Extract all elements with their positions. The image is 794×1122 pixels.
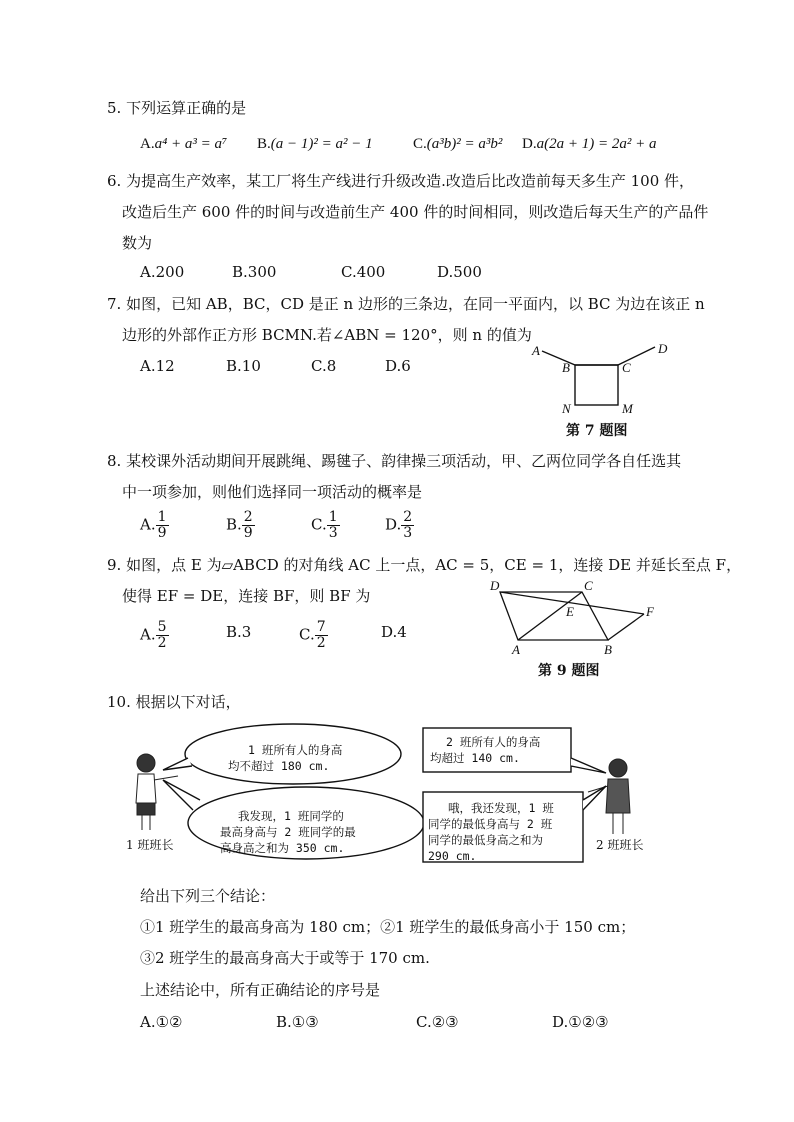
q10-option-a: A.①② (140, 1013, 183, 1031)
q10-conclusions-line-1: ①1 班学生的最高身高为 180 cm；②1 班学生的最低身高小于 150 cm； (140, 918, 636, 936)
q9-option-d: D.4 (381, 623, 407, 641)
square-bcmn (575, 365, 618, 405)
q8-line-2: 中一项参加，则他们选择同一项活动的概率是 (122, 483, 423, 501)
label-a: A (532, 343, 540, 358)
q6-option-b: B.300 (232, 263, 277, 281)
q10-option-c: C.②③ (416, 1013, 459, 1031)
q8-option-d: D. $\frac{2}{3}$ (385, 509, 413, 541)
q10-option-b: B.①③ (276, 1013, 319, 1031)
label-a: A (512, 642, 520, 657)
q10-conclusions-line-2: ③2 班学生的最高身高大于或等于 170 cm. (140, 949, 430, 967)
segment-bf (608, 614, 644, 640)
bubble-2: 2 班所有人的身高 均超过 140 cm. (430, 735, 541, 765)
bubble-3: 我发现，1 班同学的 最高身高与 2 班同学的最 高身高之和为 350 cm. (220, 809, 356, 855)
q9-caption: 第 9 题图 (538, 663, 600, 679)
class2-monitor-label: 2 班班长 (596, 838, 644, 852)
q10-ask: 上述结论中，所有正确结论的序号是 (140, 981, 381, 999)
q6-option-c: C.400 (341, 263, 386, 281)
parallelogram-abcd (500, 592, 608, 640)
q7-option-c: C.8 (311, 357, 337, 375)
q8-option-b: B. $\frac{2}{9}$ (226, 509, 253, 541)
q5-option-a: A.a⁴ + a³ = a⁷ (140, 136, 228, 152)
q9-option-c: C. $\frac{7}{2}$ (299, 619, 326, 651)
q5-option-c: C.(a³b)² = a³b² (413, 136, 503, 152)
q6-option-a: A.200 (140, 263, 185, 281)
q7-option-d: D.6 (385, 357, 411, 375)
label-f: F (646, 604, 654, 619)
q10-option-d: D.①②③ (552, 1013, 609, 1031)
q6-line-1: 6. 为提高生产效率，某工厂将生产线进行升级改造.改造后比改造前每天多生产 100 件， (107, 172, 695, 190)
label-e: E (566, 604, 574, 619)
q10-intro: 给出下列三个结论： (140, 887, 276, 905)
bubble-4: 哦，我还发现，1 班 同学的最低身高与 2 班 同学的最低身高之和为 290 cm. (428, 801, 554, 863)
q6-option-d: D.500 (437, 263, 482, 281)
label-n: N (562, 401, 571, 416)
label-d: D (658, 341, 668, 356)
q10-dialogue-figure (118, 718, 678, 868)
q9-line-2: 使得 EF = DE，连接 BF，则 BF 为 (122, 587, 371, 605)
label-c: C (622, 360, 631, 375)
q9-line-1: 9. 如图，点 E 为▱ABCD 的对角线 AC 上一点，AC = 5，CE = 1，连接 DE 并延长至点 F， (107, 556, 742, 574)
q7-line-1: 7. 如图，已知 AB，BC，CD 是正 n 边形的三条边，在同一平面内，以 BC 为边在该正 n (107, 295, 705, 313)
bubble-1: 1 班所有人的身高 均不超过 180 cm. (228, 743, 343, 773)
q6-line-2: 改造后生产 600 件的时间与改造前生产 400 件的时间相同，则改造后每天生产的产品件 (122, 203, 709, 221)
label-d: D (490, 578, 500, 593)
label-m: M (622, 401, 633, 416)
q7-caption: 第 7 题图 (566, 423, 628, 439)
q5-stem: 5. 下列运算正确的是 (107, 99, 247, 117)
label-b: B (604, 642, 612, 657)
q7-line-2: 边形的外部作正方形 BCMN.若∠ABN = 120°，则 n 的值为 (122, 326, 532, 344)
q5-option-d: D.a(2a + 1) = 2a² + a (522, 136, 657, 152)
q7-option-a: A.12 (140, 357, 175, 375)
q8-line-1: 8. 某校课外活动期间开展跳绳、踢毽子、韵律操三项活动，甲、乙两位同学各自任选其 (107, 452, 682, 470)
label-c: C (584, 578, 593, 593)
segment-ab (542, 351, 575, 365)
label-b: B (562, 360, 570, 375)
q10-stem: 10. 根据以下对话， (107, 693, 241, 711)
q5-option-b: B.(a − 1)² = a² − 1 (257, 136, 373, 152)
q9-option-b: B.3 (226, 623, 252, 641)
q9-figure (486, 578, 666, 658)
q9-option-a: A. $\frac{5}{2}$ (140, 619, 167, 651)
q7-option-b: B.10 (226, 357, 261, 375)
q6-line-3: 数为 (122, 234, 153, 252)
q8-option-a: A. $\frac{1}{9}$ (140, 509, 167, 541)
class1-monitor-label: 1 班班长 (126, 838, 174, 852)
q8-option-c: C. $\frac{1}{3}$ (311, 509, 338, 541)
q7-figure (520, 335, 690, 420)
